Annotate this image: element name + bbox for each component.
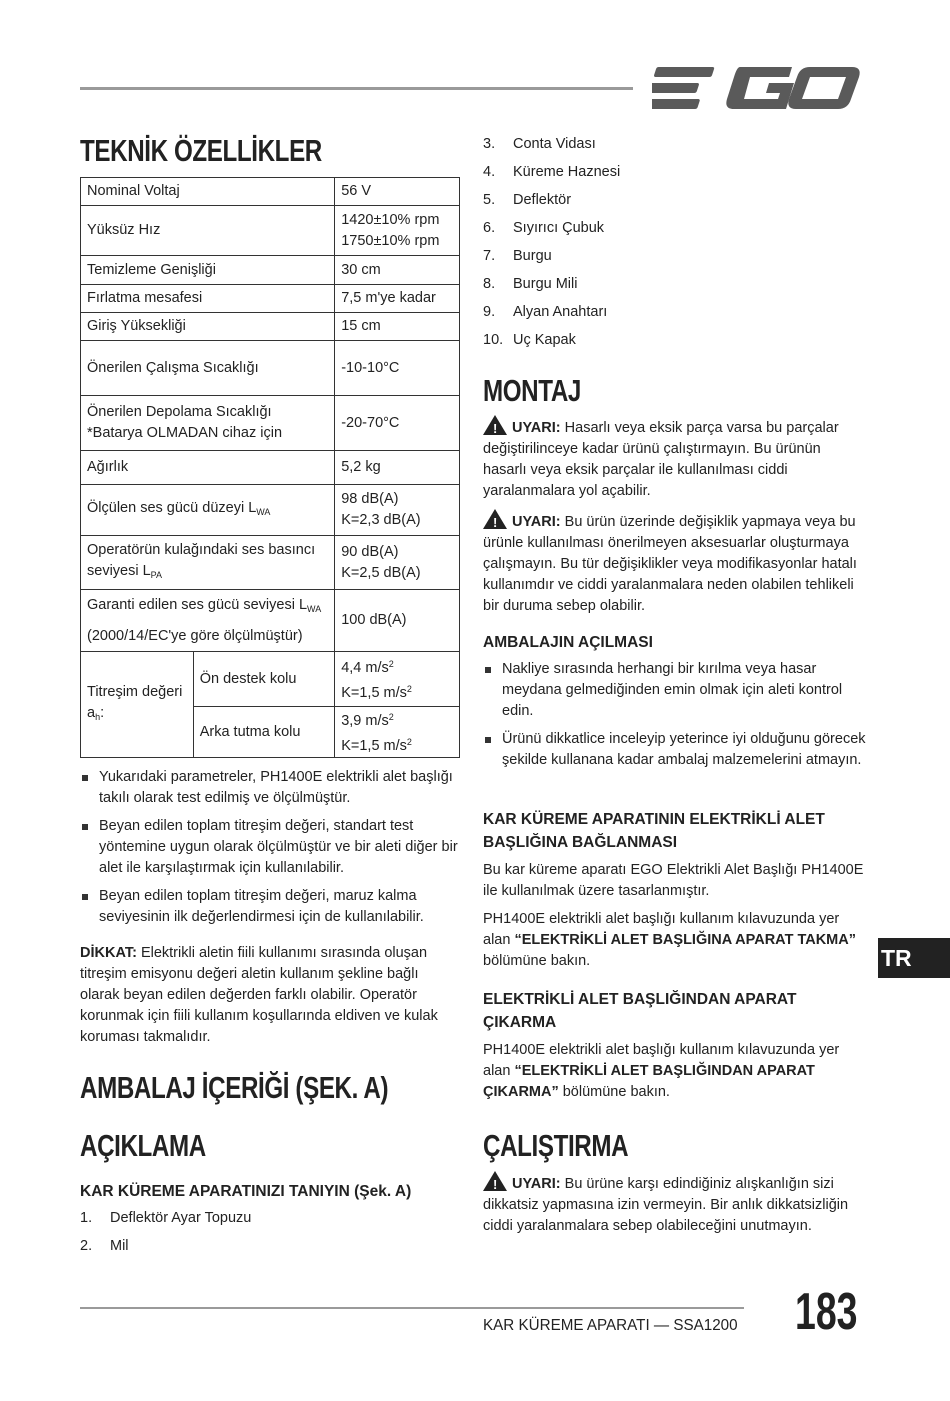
list-item: Yukarıdaki parametreler, PH1400E elektrikli alet başlığı takılı olarak test edilmiş ve ölçülmüştür. [80,767,460,809]
spec-subscript: WA [256,506,271,517]
attach-paragraph-1: Bu kar küreme aparatı EGO Elektrikli Alet Başlığı PH1400E ile kullanılmak üzere tasarlanmıştır. [483,862,864,899]
spec-label: Ağırlık [81,451,335,485]
spec-label-line: Operatörün kulağındaki ses basıncı [87,541,316,558]
table-row [81,206,460,256]
spec-subscript: PA [150,569,163,580]
vibration-label-line: Titreşim değeri [87,683,183,700]
item-number: 5. [483,192,496,208]
spec-value: 15 cm [335,313,460,341]
item-text: Burgu [513,248,552,264]
table-row [81,313,460,341]
table-row [81,256,460,285]
description-title: AÇIKLAMA [80,1128,206,1163]
vibration-rear-label: Arka tutma kolu [193,707,335,758]
attach-reference: “ELEKTRİKLİ ALET BAŞLIĞINA APARAT TAKMA” [514,932,856,948]
item-number: 9. [483,304,496,320]
spec-label: Yüksüz Hız [81,206,335,256]
item-text: Küreme Haznesi [513,164,621,180]
list-item: Beyan edilen toplam titreşim değeri, maruz kalma seviyesinin ilk değerlendirmesi için de kullanılabilir. [80,886,460,928]
item-text: Conta Vidası [513,136,596,152]
warning-text: Bu ürüne karşı edindiğiniz alışkanlığın sizi dikkatsiz yapmasına izin vermeyin. Bir anlık dikkatsizliğin ciddi yaralanmalara sebep olabileceğini unutmayın. [483,1176,849,1234]
warning-icon [483,1171,507,1191]
attach-title: KAR KÜREME APARATININ ELEKTRİKLİ ALET BAŞLIĞINA BAĞLANMASI [483,811,825,851]
spec-value-text: 4,4 m/s [341,660,389,676]
remove-reference: “ELEKTRİKLİ ALET BAŞLIĞINDAN APARAT ÇIKARMA” [483,1063,815,1100]
spec-label: Önerilen Çalışma Sıcaklığı [81,341,335,396]
warning-text: Hasarlı veya eksik parça varsa bu parçalar değiştirilinceye kadar ürünü çalıştırmayın. Bu ürünün hasarlı veya eksik parçalar ile kullanılması ciddi yaralanmalara yol açabilir. [483,420,839,499]
attach-text: bölümüne bakın. [483,953,591,969]
spec-value-line: 98 dB(A) [341,491,399,507]
warning-label: UYARI: [512,420,561,436]
table-row [81,285,460,313]
item-text: Burgu Mili [513,276,578,292]
superscript: 2 [406,684,412,694]
list-item [80,1204,251,1232]
spec-label-line: Önerilen Depolama Sıcaklığı [87,404,272,420]
warning-paragraph [483,415,868,502]
table-row [81,536,460,590]
item-text: Deflektör Ayar Topuzu [110,1210,252,1226]
vibration-symbol: a [87,704,96,721]
package-title: AMBALAJ İÇERİĞİ (ŞEK. A) [80,1070,389,1105]
item-text: Mil [110,1238,129,1254]
spec-value-text: K=1,5 m/s [341,738,407,754]
spec-value [335,707,460,758]
spec-label: Temizleme Genişliği [81,256,335,285]
spec-value-text: 3,9 m/s [341,713,389,729]
warning-paragraph [483,1171,868,1237]
unpacking-title: AMBALAJIN AÇILMASI [483,634,653,651]
item-text: Deflektör [513,192,572,208]
parts-list-right [483,130,620,354]
table-row [81,590,460,652]
warning-text: Bu ürün üzerinde değişiklik yapmaya veya bu ürünle kullanılması önerilmeyen aksesuarlar oluşturmaya çalışmayın. Bu tür değişiklikler veya modifikasyonlar hatalı kullanımdır ve ciddi yaralanmalara neden olabilen tehlikeli bir duruma sebep olabilir. [483,514,857,614]
spec-value [335,206,460,256]
caution-text: Elektrikli aletin fiili kullanımı sırasında oluşan titreşim emisyonu değeri aletin kullanım şekline bağlı olarak beyan edilen değerden farklı olabilir. Operatör korunmak için fiili kullanım koşullarında eldiven ve kulak koruması takmalıdır. [80,945,438,1045]
vibration-label [81,652,194,758]
spec-value: 100 dB(A) [335,590,460,652]
spec-label-text: seviyesi L [87,562,151,579]
item-number: 3. [483,136,496,152]
spec-label [81,396,335,451]
language-tab: TR [878,938,950,978]
spec-value-line: 1420±10% rpm [341,211,440,228]
attach-text: PH1400E elektrikli alet başlığı kullanım kılavuzunda yer alan [483,911,840,948]
item-number: 2. [80,1238,93,1254]
spec-label-text: Ölçülen ses gücü düzeyi L [87,499,257,516]
spec-label-line: (2000/14/EC'ye göre ölçülmüştür) [87,627,303,644]
list-item [483,214,620,242]
list-item: Nakliye sırasında herhangi bir kırılma veya hasar meydana gelmediğinden emin olmak için aleti kontrol edin. [483,659,868,722]
item-number: 8. [483,276,496,292]
item-number: 10. [483,332,504,348]
spec-table [80,177,460,758]
item-text: Alyan Anahtarı [513,304,608,320]
list-item [483,326,620,354]
spec-value: 5,2 kg [335,451,460,485]
table-row [81,652,460,707]
spec-label: Fırlatma mesafesi [81,285,335,313]
list-item: Ürünü dikkatlice inceleyip yeterince iyi olduğunu görecek şekilde kullanana kadar ambalaj malzemelerini atmayın. [483,729,868,771]
spec-label: Giriş Yüksekliği [81,313,335,341]
superscript: 2 [388,659,394,669]
list-item [483,158,620,186]
spec-value-line: 90 dB(A) [341,543,399,560]
footer-rule [80,1307,744,1309]
footer-text: KAR KÜREME APARATI — SSA1200 [483,1317,738,1334]
spec-value-line: 1750±10% rpm [341,232,440,249]
page-number: 183 [795,1283,858,1341]
spec-label [81,536,335,590]
table-row [81,451,460,485]
spec-value-text: K=1,5 m/s [341,685,407,701]
know-your-product-title: KAR KÜREME APARATINIZI TANIYIN (Şek. A) [80,1183,412,1200]
item-number: 6. [483,220,496,236]
warning-icon [483,509,507,529]
spec-value-line: K=2,3 dB(A) [341,512,421,528]
list-item: Beyan edilen toplam titreşim değeri, standart test yöntemine uygun olarak ölçülmüştür ve bir aleti diğer bir alet ile karşılaştırmak için kullanılabilir. [80,816,460,879]
spec-notes-list [80,767,460,935]
item-number: 4. [483,164,496,180]
warning-label: UYARI: [512,514,561,530]
parts-list-left [80,1204,251,1260]
remove-text: bölümüne bakın. [558,1084,670,1100]
list-item [483,298,620,326]
item-number: 1. [80,1210,93,1226]
operation-title: ÇALIŞTIRMA [483,1128,629,1163]
table-row [81,341,460,396]
vibration-colon: : [100,704,105,721]
spec-value [335,536,460,590]
spec-label-line: *Batarya OLMADAN cihaz için [87,425,283,441]
spec-subscript: WA [307,603,322,614]
warning-paragraph [483,509,868,617]
remove-text: PH1400E elektrikli alet başlığı kullanım kılavuzunda yer alan [483,1042,840,1079]
attach-paragraph-2 [483,909,868,972]
list-item [80,1232,251,1260]
caution-paragraph [80,943,458,1048]
superscript: 2 [406,737,412,747]
caution-label: DİKKAT: [80,945,137,961]
spec-label [81,590,335,652]
item-text: Uç Kapak [513,332,576,348]
spec-value: 56 V [335,178,460,206]
ego-logo [652,63,862,113]
unpacking-list [483,659,868,778]
remove-paragraph [483,1040,853,1103]
spec-value: 7,5 m'ye kadar [335,285,460,313]
spec-label: Nominal Voltaj [81,178,335,206]
list-item [483,242,620,270]
spec-value [335,652,460,707]
warning-label: UYARI: [512,1176,561,1192]
item-text: Sıyırıcı Çubuk [513,220,605,236]
table-row [81,178,460,206]
assembly-title: MONTAJ [483,373,581,408]
table-row [81,396,460,451]
spec-value-line: K=2,5 dB(A) [341,564,421,581]
spec-value [335,485,460,536]
vibration-subscript: h [95,711,101,722]
header-rule [80,87,633,90]
item-number: 7. [483,248,496,264]
list-item [483,130,620,158]
superscript: 2 [388,712,394,722]
list-item [483,186,620,214]
spec-value: -10-10°C [335,341,460,396]
remove-title: ELEKTRİKLİ ALET BAŞLIĞINDAN APARAT ÇIKARMA [483,991,797,1031]
spec-label-text: Garanti edilen ses gücü seviyesi L [87,596,308,613]
list-item [483,270,620,298]
spec-value: 30 cm [335,256,460,285]
spec-value: -20-70°C [335,396,460,451]
spec-label [81,485,335,536]
vibration-front-label: Ön destek kolu [193,652,335,707]
spec-title: TEKNİK ÖZELLİKLER [80,133,322,168]
table-row [81,485,460,536]
warning-icon [483,415,507,435]
